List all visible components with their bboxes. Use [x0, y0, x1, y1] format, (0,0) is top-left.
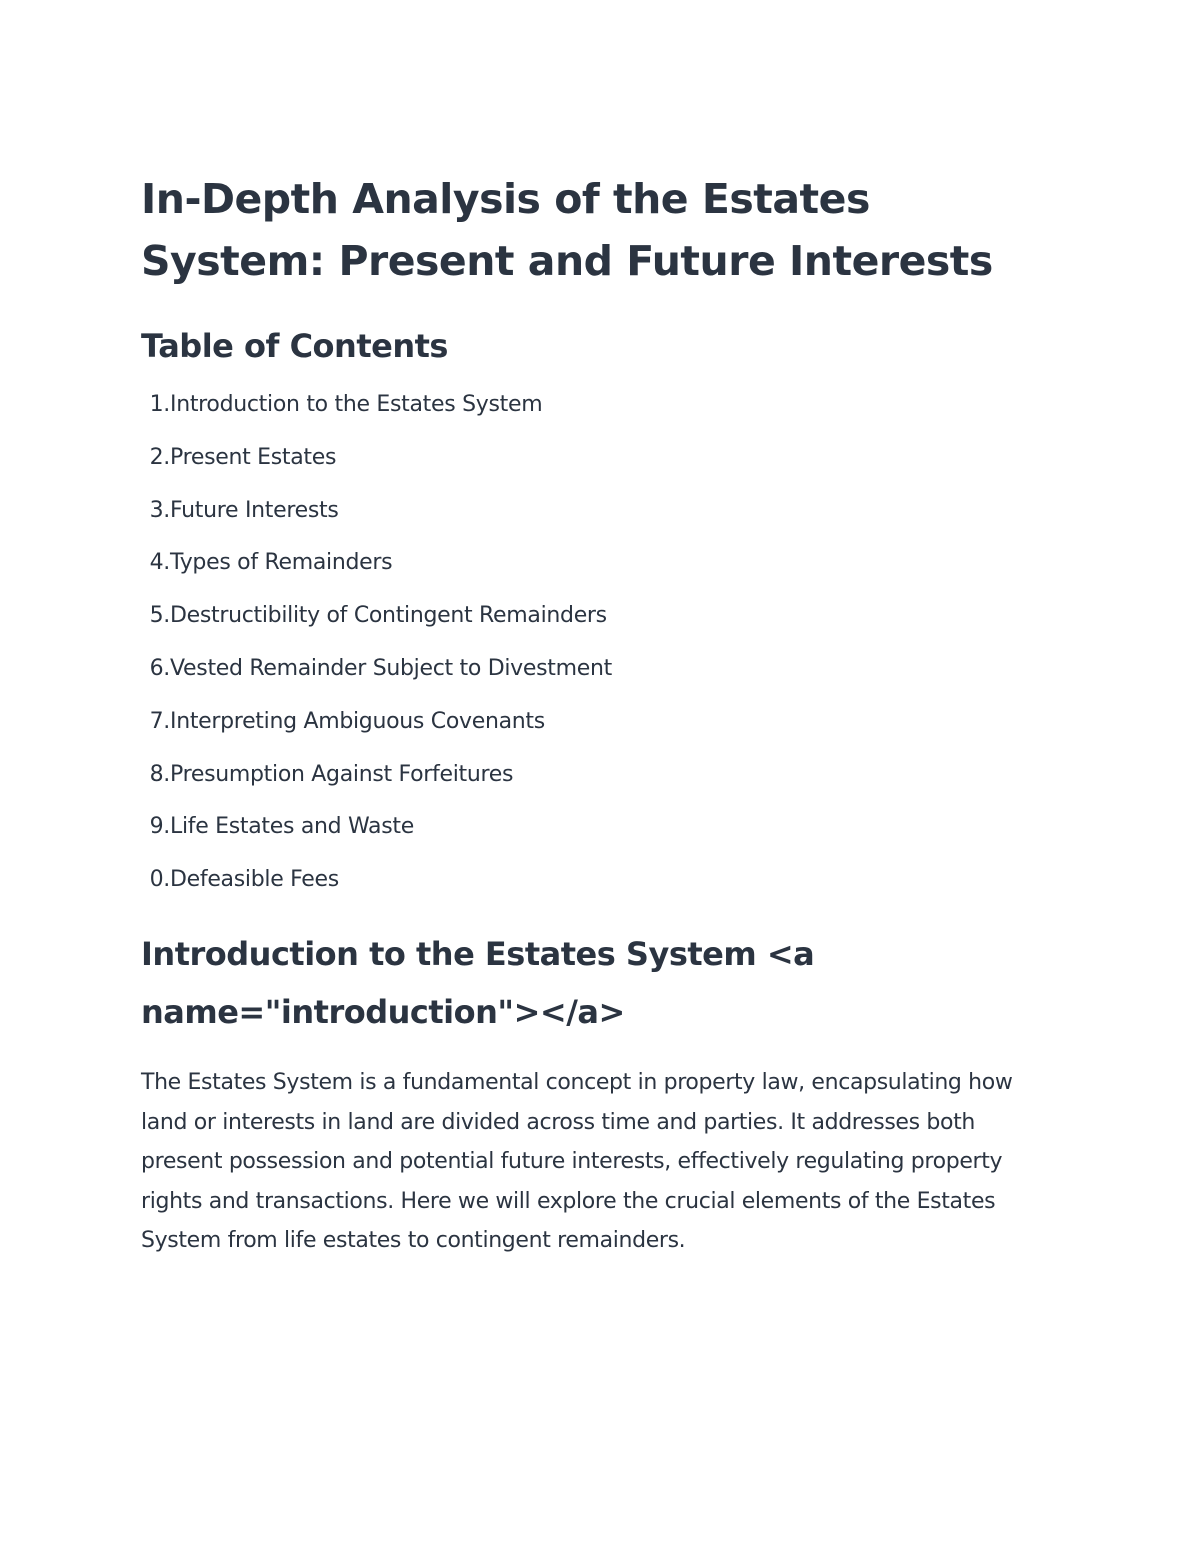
toc-item-label: Presumption Against Forfeitures — [170, 761, 514, 787]
toc-item-number: 9. — [149, 814, 170, 840]
toc-item-future-interests[interactable] — [141, 498, 1061, 551]
toc-item-label: Types of Remainders — [170, 550, 393, 576]
toc-item-destructibility[interactable] — [141, 603, 1061, 656]
toc-item-label: Defeasible Fees — [170, 867, 339, 893]
toc-item-number: 4. — [149, 550, 170, 576]
toc-item-ambiguous-covenants[interactable] — [141, 709, 1061, 762]
document-page — [141, 168, 1061, 1261]
toc-item-label: Present Estates — [170, 444, 337, 470]
toc-item-introduction[interactable] — [141, 392, 1061, 445]
toc-item-types-of-remainders[interactable] — [141, 550, 1061, 603]
toc-item-label: Life Estates and Waste — [170, 814, 414, 840]
intro-paragraph: The Estates System is a fundamental concept in property law, encapsulating how land or interests in land are divided across time and parties. It addresses both present possession and potential future interests, effectively regulating property rights and transactions. Here we will explore the crucial elements of the Estates System from life estates to contingent remainders. — [141, 1069, 1013, 1254]
toc-item-life-estates[interactable] — [141, 814, 1061, 867]
toc-item-number: 6. — [149, 655, 170, 681]
section-heading-introduction: Introduction to the Estates System <a name="introduction"></a> — [141, 934, 815, 1031]
toc-item-vested-remainder[interactable] — [141, 656, 1061, 709]
toc-item-number: 1. — [149, 392, 170, 417]
toc-item-defeasible-fees[interactable] — [141, 867, 1061, 920]
toc-item-label: Future Interests — [170, 497, 339, 523]
toc-item-number: 2. — [149, 444, 170, 470]
toc-item-present-estates[interactable] — [141, 445, 1061, 498]
toc-item-presumption-forfeitures[interactable] — [141, 762, 1061, 815]
toc-item-label: Interpreting Ambiguous Covenants — [170, 708, 545, 734]
toc-item-label: Destructibility of Contingent Remainders — [170, 603, 607, 629]
toc-heading: Table of Contents — [141, 327, 448, 365]
toc-item-number: 3. — [149, 497, 170, 523]
toc-item-number: 5. — [149, 603, 170, 629]
toc-item-number: 7. — [149, 708, 170, 734]
document-title: In-Depth Analysis of the Estates System: Present and Future Interests — [141, 175, 993, 285]
toc-item-number: 8. — [149, 761, 170, 787]
table-of-contents — [141, 392, 1061, 920]
toc-item-label: Vested Remainder Subject to Divestment — [170, 655, 612, 681]
toc-item-label: Introduction to the Estates System — [170, 392, 543, 417]
toc-item-number: 0. — [149, 867, 170, 893]
